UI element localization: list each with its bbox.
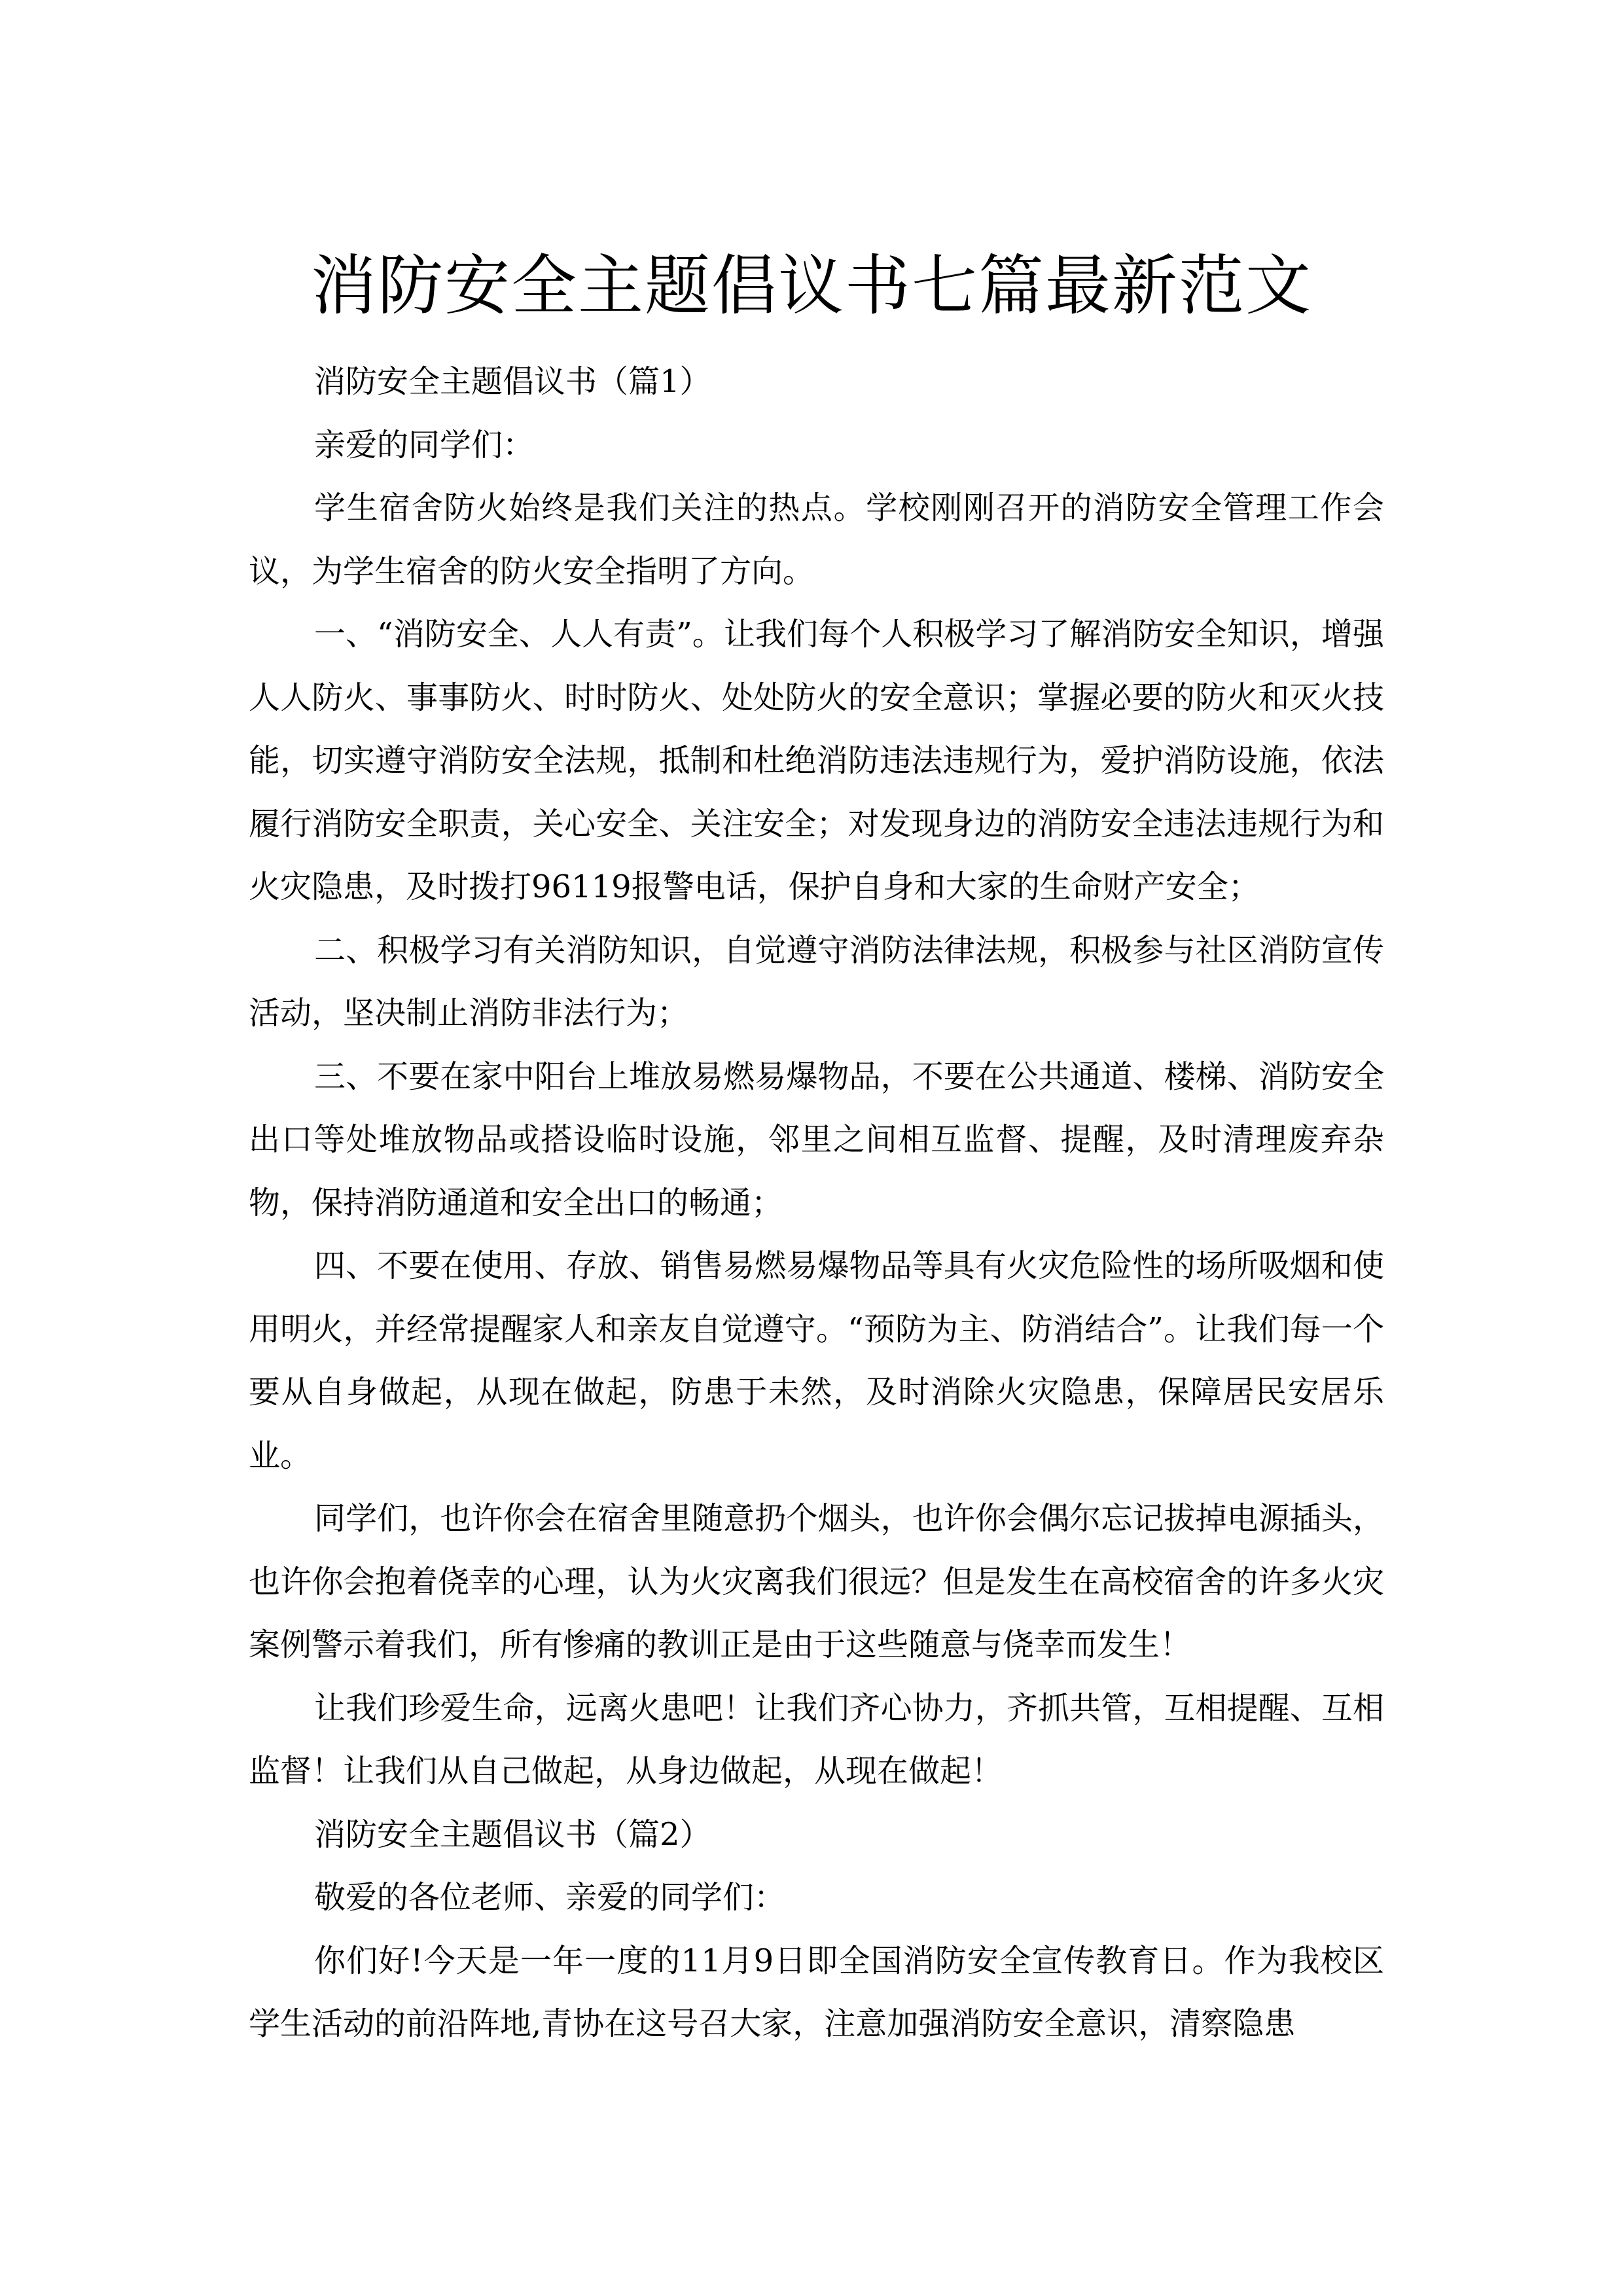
document-body — [249, 350, 1384, 2056]
paragraph-intro: 学生宿舍防火始终是我们关注的热点。学校刚刚召开的消防安全管理工作会议，为学生宿舍的防火安全指明了方向。 — [249, 490, 1384, 590]
paragraph-warning: 同学们，也许你会在宿舍里随意扔个烟头，也许你会偶尔忘记拔掉电源插头，也许你会抱着侥幸的心理，认为火灾离我们很远？但是发生在高校宿舍的许多火灾案例警示着我们，所有惨痛的教训正是由于这些随意与侥幸而发生！ — [249, 1500, 1384, 1663]
section-heading-1: 消防安全主题倡议书（篇1） — [314, 363, 711, 400]
salutation-2: 敬爱的各位老师、亲爱的同学们： — [314, 1879, 786, 1916]
paragraph-point-3: 三、不要在家中阳台上堆放易燃易爆物品，不要在公共通道、楼梯、消防安全出口等处堆放物品或搭设临时设施，邻里之间相互监督、提醒，及时清理废弃杂物，保持消防通道和安全出口的畅通； — [249, 1058, 1384, 1221]
paragraph-point-1: 一、“消防安全、人人有责”。让我们每个人积极学习了解消防安全知识，增强人人防火、事事防火、时时防火、处处防火的安全意识；掌握必要的防火和灭火技能，切实遵守消防安全法规，抵制和杜绝消防违法违规行为，爱护消防设施，依法履行消防安全职责，关心安全、关注安全；对发现身边的消防安全违法违规行为和火灾隐患，及时拨打96119报警电话，保护自身和大家的生命财产安全； — [249, 616, 1384, 905]
section-heading-2: 消防安全主题倡议书（篇2） — [314, 1816, 711, 1853]
paragraph-point-4: 四、不要在使用、存放、销售易燃易爆物品等具有火灾危险性的场所吸烟和使用明火，并经常提醒家人和亲友自觉遵守。“预防为主、防消结合”。让我们每一个要从自身做起，从现在做起，防患于未然，及时消除火灾隐患，保障居民安居乐业。 — [249, 1247, 1384, 1474]
paragraph-call-to-action: 让我们珍爱生命，远离火患吧！让我们齐心协力，齐抓共管，互相提醒、互相监督！让我们从自己做起，从身边做起，从现在做起！ — [249, 1689, 1384, 1789]
paragraph-greeting: 你们好!今天是一年一度的11月9日即全国消防安全宣传教育日。作为我校区学生活动的前沿阵地,青协在这号召大家，注意加强消防安全意识，清察隐患 — [249, 1942, 1384, 2042]
document-title: 消防安全主题倡议书七篇最新范文 — [311, 247, 1312, 324]
paragraph-point-2: 二、积极学习有关消防知识，自觉遵守消防法律法规，积极参与社区消防宣传活动，坚决制止消防非法行为； — [249, 931, 1384, 1031]
salutation-1: 亲爱的同学们： — [314, 426, 535, 463]
